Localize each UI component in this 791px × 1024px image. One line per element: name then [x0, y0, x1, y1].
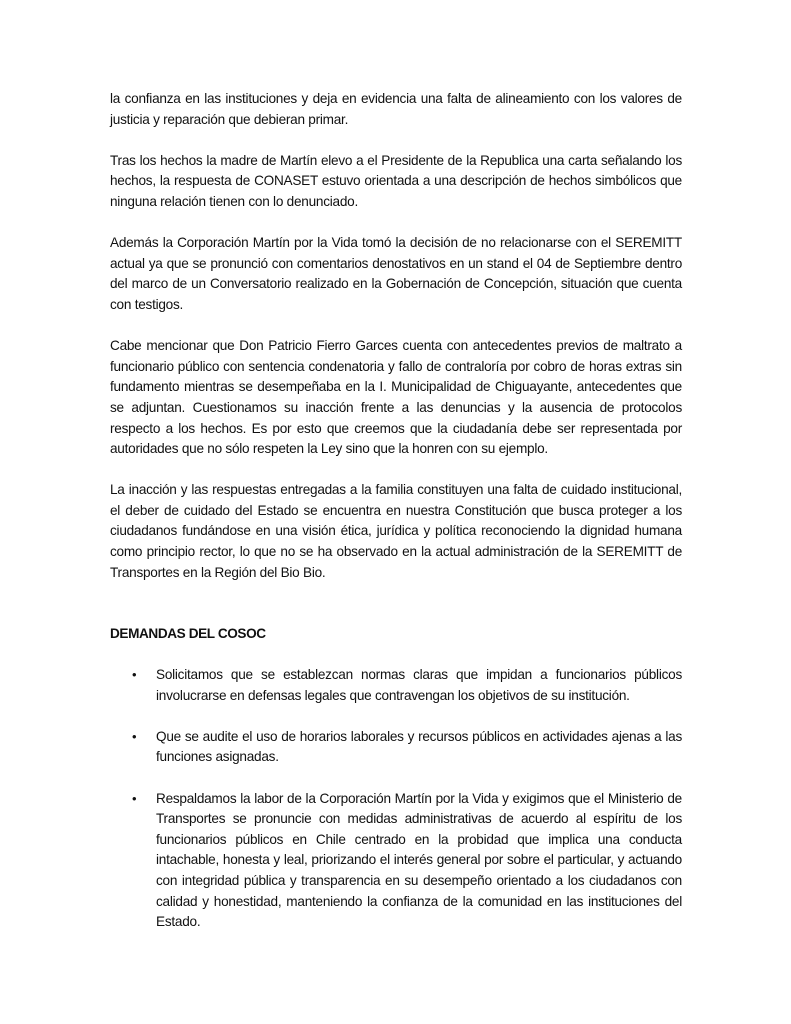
demand-item	[110, 789, 682, 933]
paragraph-inaccion: La inacción y las respuestas entregadas a la familia constituyen una falta de cuidado institucional, el deber de cuidado del Estado se encuentra en nuestra Constitución que busca proteger a los ciudadanos fundándose en una visión ética, jurídica y política reconociendo la dignidad humana como principio rector, lo que no se ha observado en la actual administración de la SEREMITT de Transportes en la Región del Bio Bio.	[110, 482, 682, 580]
bullet-icon: •	[132, 728, 137, 744]
bullet-icon: •	[132, 790, 137, 806]
paragraph-carta-presidente: Tras los hechos la madre de Martín elevo a el Presidente de la Republica una carta señalando los hechos, la respuesta de CONASET estuvo orientada a una descripción de hechos simbólicos que ninguna relación tienen con lo denunciado.	[110, 152, 682, 209]
demand-text: Respaldamos la labor de la Corporación Martín por la Vida y exigimos que el Ministerio de Transportes se pronuncie con medidas administrativas de acuerdo al espíritu de los funcionarios públicos en Chile centrado en la probidad que implica una conducta intachable, honesta y leal, priorizando el interés general por sobre el particular, y actuando con integridad pública y transparencia en su desempeño orientado a los ciudadanos con calidad y honestidad, manteniendo la confianza de la comunidad en las instituciones del Estado.	[156, 790, 682, 930]
paragraph-confianza: la confianza en las instituciones y deja en evidencia una falta de alineamiento con los valores de justicia y reparación que debieran primar.	[110, 91, 682, 127]
demand-item	[110, 727, 682, 768]
paragraph-antecedentes: Cabe mencionar que Don Patricio Fierro Garces cuenta con antecedentes previos de maltrato a funcionario público con sentencia condenatoria y fallo de contraloría por cobro de horas extras sin fundamento mientras se desempeñaba en la I. Municipalidad de Chiguayante, antecedentes que se adjuntan. Cuestionamos su inacción frente a las denuncias y la ausencia de protocolos respecto a los hechos. Es por esto que creemos que la ciudadanía debe ser representada por autoridades que no sólo respeten la Ley sino que la honren con su ejemplo.	[110, 338, 682, 457]
paragraph-corporacion-decision: Además la Corporación Martín por la Vida tomó la decisión de no relacionarse con el SEREMITT actual ya que se pronunció con comentarios denostativos en un stand el 04 de Septiembre dentro del marco de un Conversatorio realizado en la Gobernación de Concepción, situación que cuenta con testigos.	[110, 235, 682, 312]
bullet-icon: •	[132, 667, 137, 683]
demand-item	[110, 665, 682, 706]
demand-text: Solicitamos que se establezcan normas claras que impidan a funcionarios públicos involucrarse en defensas legales que contravengan los objetivos de su institución.	[156, 667, 682, 703]
demands-list	[110, 665, 682, 933]
document-page	[110, 89, 682, 953]
section-heading-demandas: DEMANDAS DEL COSOC	[110, 625, 266, 641]
demand-text: Que se audite el uso de horarios laborales y recursos públicos en actividades ajenas a las funciones asignadas.	[156, 728, 682, 765]
